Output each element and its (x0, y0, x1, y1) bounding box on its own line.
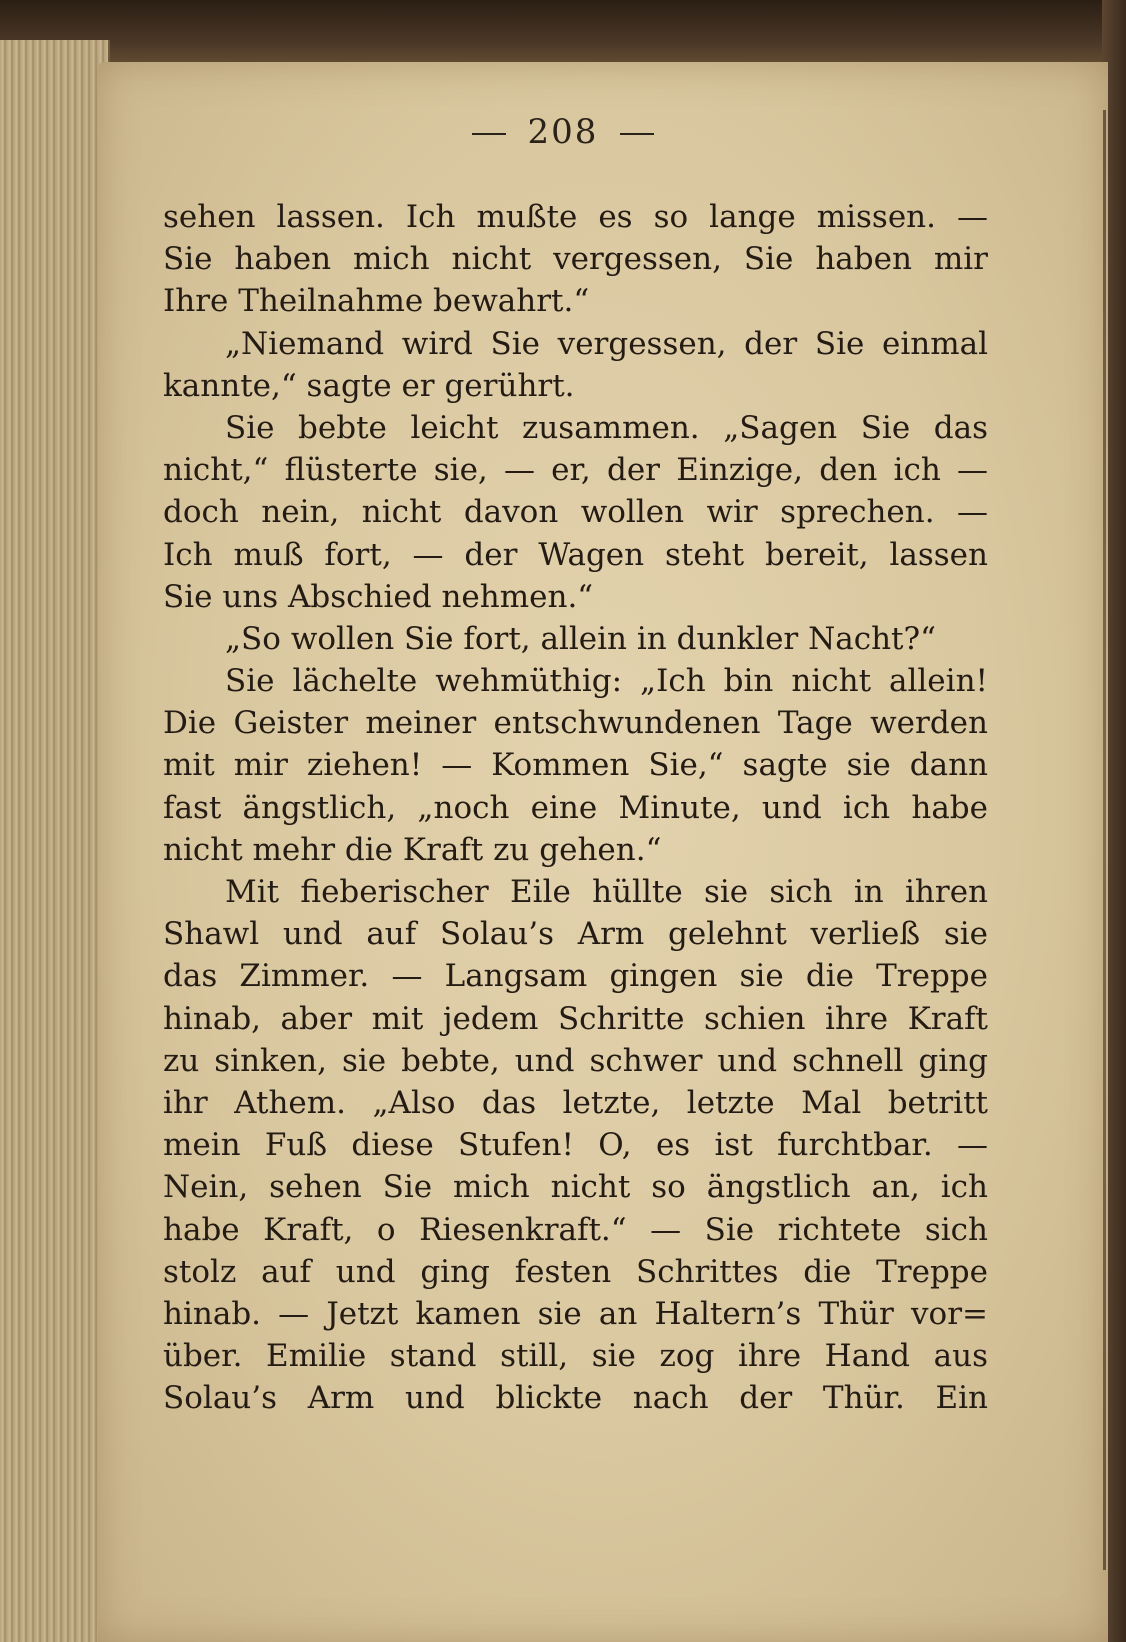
text-line: hinab. — Jetzt kamen sie an Haltern’s Thür vor= (163, 1295, 988, 1332)
text-line: über. Emilie stand still, sie zog ihre Hand aus (163, 1338, 988, 1375)
text-line: kannte,“ sagte er gerührt. (163, 367, 575, 404)
text-line: Ihre Theilnahme bewahrt.“ (163, 283, 590, 320)
text-line: nicht mehr die Kraft zu gehen.“ (163, 831, 662, 868)
text-line: zu sinken, sie bebte, und schwer und schnell ging (163, 1042, 988, 1079)
text-line: nicht,“ flüsterte sie, — er, der Einzige, den ich — (163, 452, 988, 489)
page-edges (0, 40, 110, 1642)
text-line: doch nein, nicht davon wollen wir sprechen. — (163, 494, 988, 531)
page-number: 208 (527, 112, 599, 152)
text-line: das Zimmer. — Langsam gingen sie die Treppe (163, 958, 988, 995)
page-margin-line (1103, 110, 1106, 1570)
header-dash-left (472, 133, 506, 135)
text-line: Shawl und auf Solau’s Arm gelehnt verließ sie (163, 916, 988, 953)
text-line: Die Geister meiner entschwundenen Tage werden (163, 705, 988, 742)
body-text (163, 196, 988, 1419)
text-line: „So wollen Sie fort, allein in dunkler Nacht?“ (225, 620, 936, 657)
text-line: Solau’s Arm und blickte nach der Thür. Ein (163, 1380, 988, 1417)
text-line: fast ängstlich, „noch eine Minute, und ich habe (163, 789, 988, 826)
text-line: Sie bebte leicht zusammen. „Sagen Sie das (225, 409, 988, 446)
text-line: „Niemand wird Sie vergessen, der Sie einmal (225, 325, 988, 362)
page-header (0, 112, 1126, 152)
text-line: Sie uns Abschied nehmen.“ (163, 578, 594, 615)
text-line: mit mir ziehen! — Kommen Sie,“ sagte sie dann (163, 747, 988, 784)
text-line: Mit fieberischer Eile hüllte sie sich in ihren (225, 874, 988, 910)
text-line: habe Kraft, o Riesenkraft.“ — Sie richtete sich (163, 1211, 988, 1248)
text-line: Sie lächelte wehmüthig: „Ich bin nicht allein! (225, 663, 988, 700)
text-line: Sie haben mich nicht vergessen, Sie haben mir (163, 241, 988, 278)
text-line: mein Fuß diese Stufen! O, es ist furchtbar. — (163, 1127, 988, 1164)
text-line: hinab, aber mit jedem Schritte schien ihre Kraft (163, 1000, 988, 1037)
header-dash-right (620, 133, 654, 135)
text-line: Ich muß fort, — der Wagen steht bereit, lassen (163, 536, 988, 573)
text-line: Nein, sehen Sie mich nicht so ängstlich an, ich (163, 1169, 988, 1206)
text-line: stolz auf und ging festen Schrittes die Treppe (163, 1253, 988, 1290)
text-line: sehen lassen. Ich mußte es so lange missen. — (163, 199, 988, 235)
text-line: ihr Athem. „Also das letzte, letzte Mal betritt (163, 1084, 988, 1121)
